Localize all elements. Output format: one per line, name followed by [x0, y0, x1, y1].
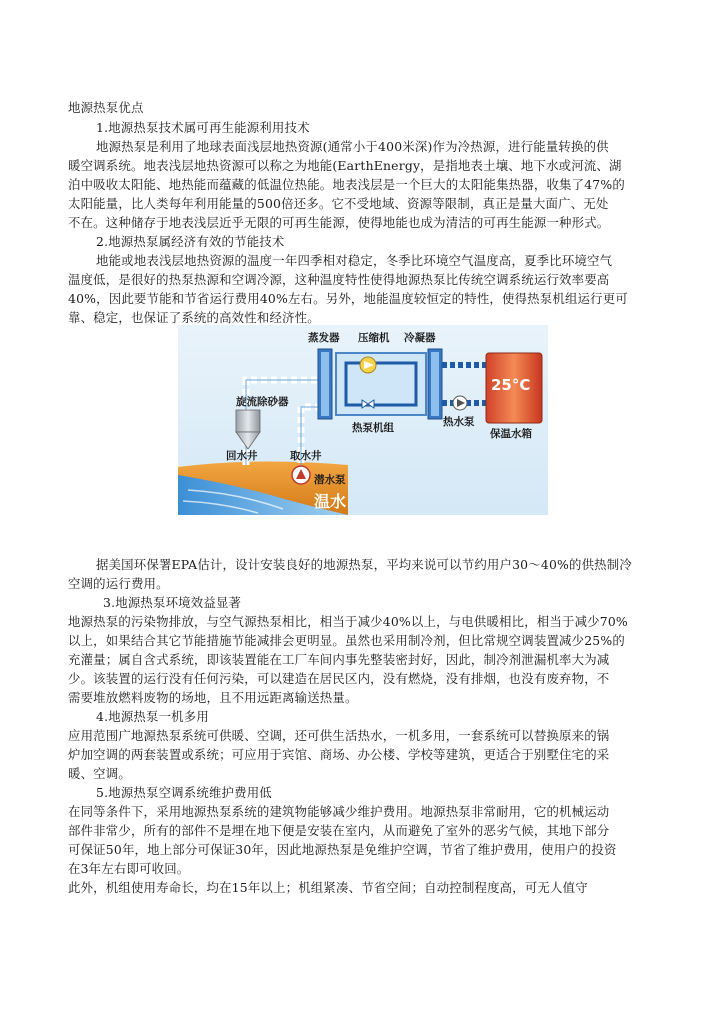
- section-2-line-4: 靠、稳定，也保证了系统的高效性和经济性。: [68, 310, 320, 325]
- section-3-line-5: 需要堆放燃料废物的场地，且不用远距离输送热量。: [68, 690, 358, 705]
- label-storage-tank: 保温水箱: [490, 428, 532, 440]
- section-5-line-1: 在同等条件下，采用地源热泵系统的建筑物能够减少维护费用。地源热泵非常耐用，它的机械运动: [68, 804, 610, 819]
- section-4-line-2: 炉加空调的两套装置或系统；可应用于宾馆、商场、办公楼、学校等建筑，更适合于别墅住宅的采: [68, 747, 610, 762]
- epa-line-1: 据美国环保署EPA估计，设计安装良好的地源热泵，平均来说可以节约用户30～40%的供热制冷: [96, 557, 632, 572]
- label-sand-separator: 旋流除砂器: [236, 396, 289, 408]
- label-return-well: 回水井: [226, 450, 258, 462]
- section-2-line-2: 温度低，是很好的热泵热源和空调冷源，这种温度特性使得地源热泵比传统空调系统运行效率要高: [68, 272, 610, 287]
- section-2-heading: 2.地源热泵属经济有效的节能技术: [96, 234, 285, 249]
- section-5-line-3: 可保证50年，地上部分可保证30年，因此地源热泵是免维护空调，节省了维护费用，使用户的投资: [68, 842, 617, 857]
- label-compressor: 压缩机: [358, 332, 390, 344]
- section-1-line-1: 地源热泵是利用了地球表面浅层地热资源(通常小于400米深)作为冷热源，进行能量转换的供: [96, 139, 609, 154]
- label-heat-pump-unit: 热泵机组: [352, 422, 394, 434]
- section-4-heading: 4.地源热泵一机多用: [96, 709, 209, 724]
- section-3-line-4: 少。该装置的运行没有任何污染，可以建造在居民区内，没有燃烧，没有排烟，也没有废弃物，不: [68, 671, 610, 686]
- section-2-line-1: 地能或地表浅层地热资源的温度一年四季相对稳定，冬季比环境空气温度高，夏季比环境空气: [96, 253, 613, 268]
- section-4-line-1: 应用范围广地源热泵系统可供暖、空调，还可供生活热水，一机多用，一套系统可以替换原来的锅: [68, 728, 610, 743]
- label-temperature: 25°C: [491, 376, 531, 394]
- label-hot-water-pump: 热水泵: [443, 416, 475, 428]
- heat-pump-diagram: [178, 325, 548, 515]
- section-3-line-3: 充灌量；属自含式系统，即该装置能在工厂车间内事先整装密封好，因此，制冷剂泄漏机率大为减: [68, 652, 610, 667]
- section-3-line-2: 以上，如果结合其它节能措施节能减排会更明显。虽然也采用制冷剂，但比常规空调装置减少25%的: [68, 633, 625, 648]
- section-5-heading: 5.地源热泵空调系统维护费用低: [96, 785, 272, 800]
- label-submersible-pump: 潜水泵: [314, 474, 346, 486]
- section-1-line-5: 不在。这种储存于地表浅层近乎无限的可再生能源，使得地能也成为清洁的可再生能源一种形式。: [68, 215, 610, 230]
- section-4-line-3: 暖、空调。: [68, 766, 131, 781]
- label-intake-well: 取水井: [290, 450, 322, 462]
- label-condenser: 冷凝器: [404, 332, 436, 344]
- section-5-line-2: 部件非常少，所有的部件不是埋在地下便是安装在室内，从而避免了室外的恶劣气候，其地下部分: [68, 823, 610, 838]
- epa-line-2: 空调的运行费用。: [68, 576, 169, 591]
- section-3-heading: 3.地源热泵环境效益显著: [103, 595, 242, 610]
- section-3-line-1: 地源热泵的污染物排放，与空气源热泵相比，相当于减少40%以上，与电供暖相比，相当于减少70%: [68, 614, 628, 629]
- document-title: 地源热泵优点: [68, 100, 144, 115]
- section-1-line-4: 太阳能量，比人类每年利用能量的500倍还多。它不受地域、资源等限制，真正是量大面广、无处: [68, 196, 609, 211]
- section-1-line-2: 暖空调系统。地表浅层地热资源可以称之为地能(EarthEnergy，是指地表土壤、地下水或河流、湖: [68, 158, 622, 173]
- section-5-line-5: 此外，机组使用寿命长，均在15年以上；机组紧凑、节省空间；自动控制程度高，可无人值守: [68, 880, 588, 895]
- label-warm-water: 温水: [314, 492, 347, 511]
- section-1-line-3: 泊中吸收太阳能、地热能而蕴藏的低温位热能。地表浅层是一个巨大的太阳能集热器，收集了47%的: [68, 177, 625, 192]
- heat-pump-diagram-svg: [178, 325, 548, 515]
- section-1-heading: 1.地源热泵技术属可再生能源利用技术: [96, 120, 310, 135]
- sand-separator-body: [236, 410, 260, 432]
- section-2-line-3: 40%，因此要节能和节省运行费用40%左右。另外，地能温度较恒定的特性，使得热泵机组运行更可: [68, 291, 628, 306]
- section-5-line-4: 在3年左右即可收回。: [68, 861, 190, 876]
- label-evaporator: 蒸发器: [308, 332, 340, 344]
